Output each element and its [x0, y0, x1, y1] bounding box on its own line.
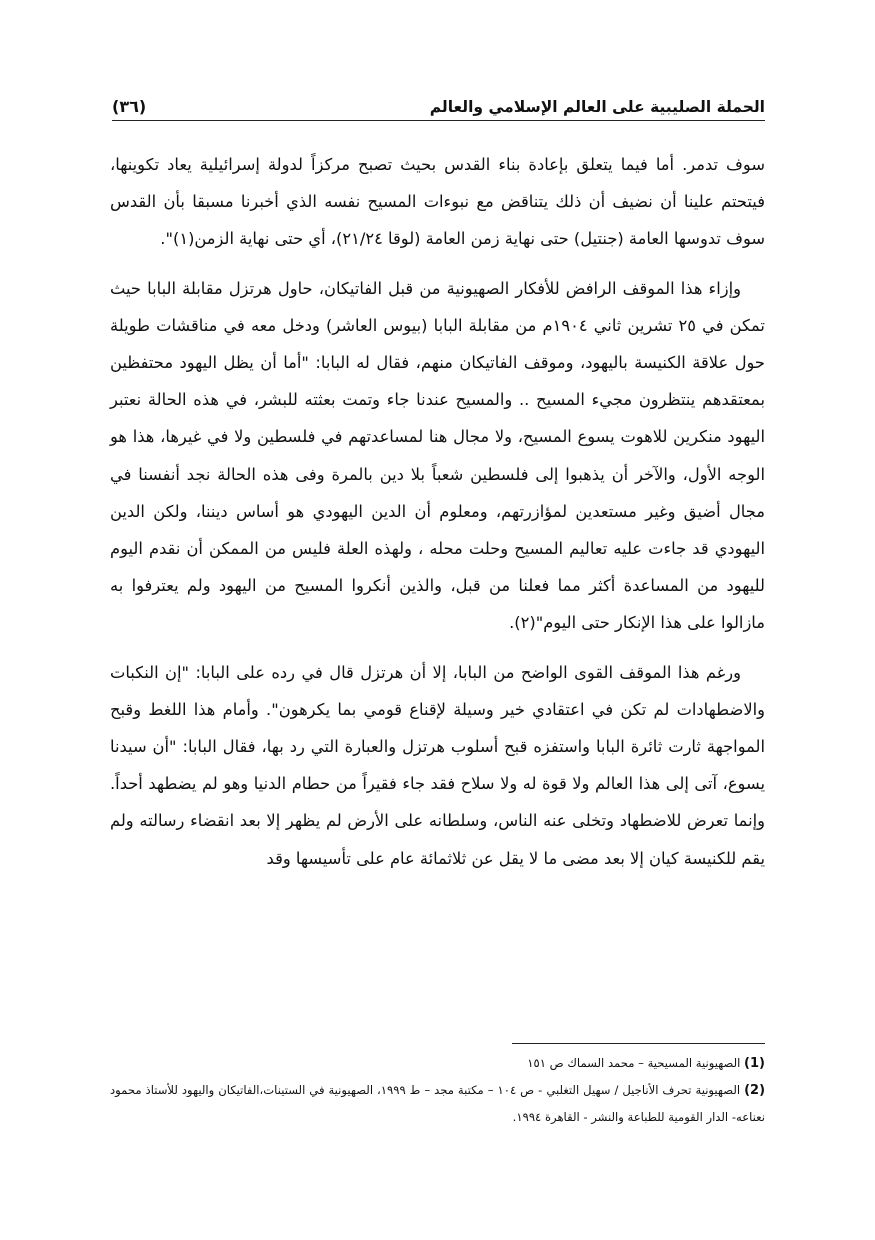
footnote-divider	[512, 1043, 765, 1044]
footnote-1	[110, 1050, 765, 1077]
paragraph-continuation: سوف تدمر. أما فيما يتعلق بإعادة بناء القدس بحيث تصبح مركزاً لدولة إسرائيلية يعاد تكوينها، فيتحتم علينا أن نضيف أن ذلك يتناقض مع نبوءات المسيح نفسه الذي أخبرنا مسبقا بأن القدس سوف تدوسها العامة (جنتيل) حتى نهاية زمن العامة (لوقا ٢١/٢٤)، أي حتى نهاية الزمن(١)".	[110, 155, 765, 249]
paragraph-pope-reply: ورغم هذا الموقف القوى الواضح من البابا، إلا أن هرتزل قال في رده على البابا: "إن النكبات والاضطهادات لم تكن في اعتقادي خير وسيلة لإقناع قومي بما يكرهون". وأمام هذا اللغط وقبح المواجهة ثارت ثائرة البابا واستفزه قبح أسلوب هرتزل والعبارة التي رد بها، فقال البابا: "أن سيدنا يسوع، آتى إلى هذا العالم ولا قوة له ولا سلاح فقد جاء فقيراً من حطام الدنيا وهو لم يضطهد أحداً. وإنما تعرض للاضطهاد وتخلى عنه الناس، وسلطانه على الأرض لم يظهر إلا بعد انقضاء رسالته ولم يقم للكنيسة كيان إلا بعد مضى ما لا يقل عن ثلاثمائة عام على تأسيسها وقد	[110, 662, 765, 868]
footnote-text: الصهيونية تحرف الأناجيل / سهيل التغلبي - ص ١٠٤ – مكتبة مجد – ط ١٩٩٩، الصهيونية في الستينات،الفاتيكان واليهود للأستاذ محمود نعناعه- الدار القومية للطباعة والنشر - القاهرة ١٩٩٤.	[110, 1083, 765, 1124]
footnote-2	[110, 1077, 765, 1131]
running-title: الحملة الصليبية على العالم الإسلامي والعالم	[429, 98, 765, 116]
page-number: (٣٦)	[112, 97, 147, 116]
page-header	[112, 88, 765, 121]
footnote-marker: (1)	[744, 1056, 765, 1071]
paragraph-herzl-meeting: وإزاء هذا الموقف الرافض للأفكار الصهيونية من قبل الفاتيكان، حاول هرتزل مقابلة البابا حيث تمكن في ٢٥ تشرين ثاني ١٩٠٤م من مقابلة البابا (بيوس العاشر) ودخل معه في مناقشات طويلة حول علاقة الكنيسة باليهود، وموقف الفاتيكان منهم، فقال له البابا: "أما أن يظل اليهود محتفظين بمعتقدهم ينتظرون مجيء المسيح .. والمسيح عندنا جاء وتمت بعثته للبشر، في هذه الحالة نعتبر اليهود منكرين للاهوت يسوع المسيح، ولا مجال هنا لمساعدتهم في فلسطين ولا في غيرها، هذا هو الوجه الأول، والآخر أن يذهبوا إلى فلسطين شعباً بلا دين بالمرة وفى هذه الحالة نجد أنفسنا في مجال أضيق وغير مستعدين لمؤازرتهم، ومعلوم أن الدين اليهودي هو أساس ديننا، ولكن الدين اليهودي قد جاءت عليه تعاليم المسيح وحلت محله ، ولهذه العلة فليس من الممكن أن نقدم اليوم لليهود من المساعدة أكثر مما فعلنا من قبل، والذين أنكروا المسيح من اليهود ولم يعترفوا به مازالوا على هذا الإنكار حتى اليوم"(٢).	[110, 278, 765, 633]
footnotes	[110, 1050, 765, 1131]
footnote-marker: (2)	[744, 1083, 766, 1098]
body-text	[110, 146, 765, 889]
footnote-text: الصهيونية المسيحية – محمد السماك ص ١٥١	[527, 1056, 741, 1070]
